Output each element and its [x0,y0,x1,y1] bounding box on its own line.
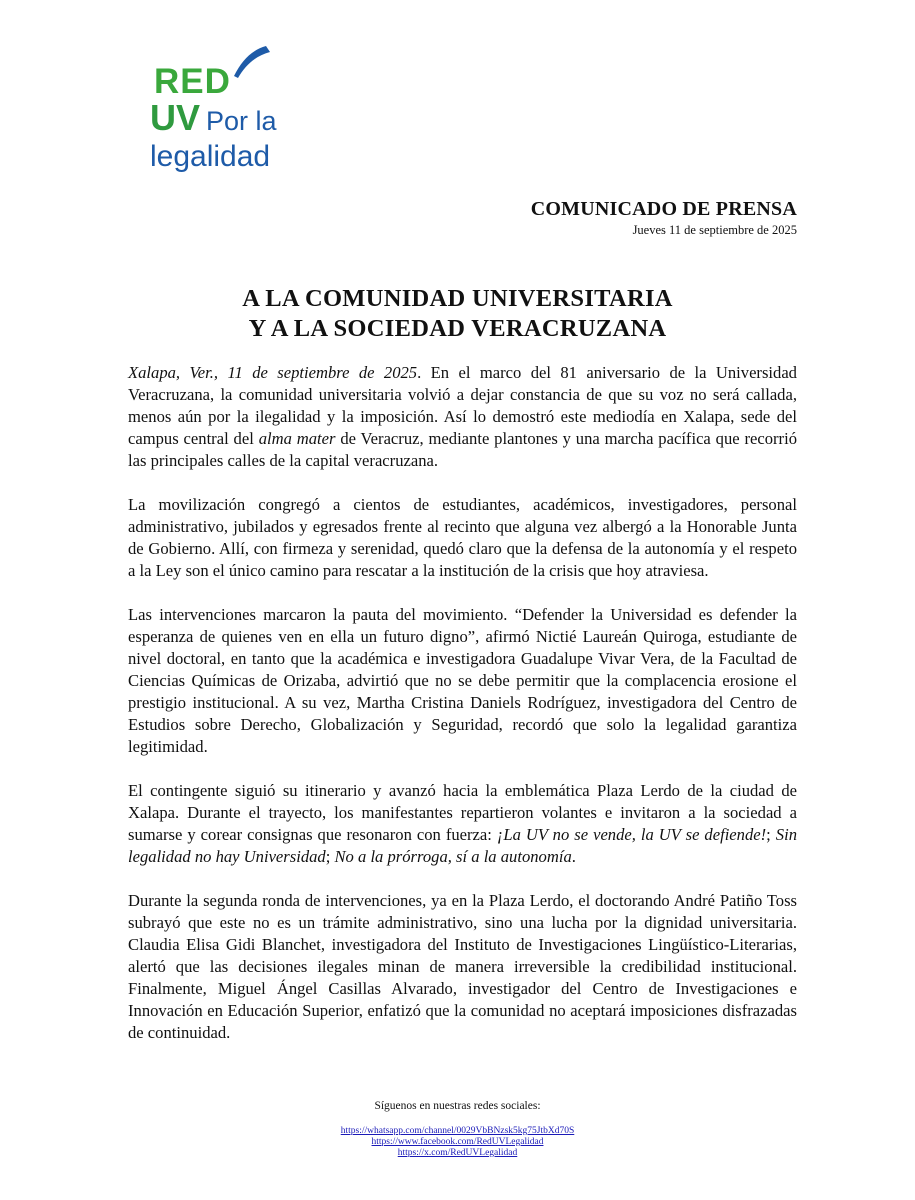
alma-mater: alma mater [258,429,336,448]
press-header [531,198,797,238]
document-body [128,362,797,1044]
paragraph-4-end: . [571,847,576,866]
paragraph-4 [128,780,797,868]
separator-2: ; [325,847,335,866]
x-link[interactable]: https://x.com/RedUVLegalidad [397,1148,518,1158]
slogan-3: No a la prórroga, sí a la autonomía [334,847,572,866]
press-label: COMUNICADO DE PRENSA [530,198,797,220]
logo [148,42,288,182]
dateline: Xalapa, Ver., 11 de septiembre de 2025 [128,363,418,382]
footer [0,1100,915,1159]
paragraph-1-text-b: de Veracruz, mediante plantones y una marcha pacífica que recorrió las principales calles de la capital veracruzana. [128,429,797,470]
slogan-1: ¡La UV no se vende, la UV se defiende! [496,825,767,844]
slogan-2: Sin legalidad no hay Universidad [128,825,797,866]
logo-red-text: RED [154,62,231,101]
facebook-link[interactable]: https://www.facebook.com/RedUVLegalidad [371,1137,544,1147]
logo-uv-text: UV [150,97,201,138]
headline-line-2: Y A LA SOCIEDAD VERACRUZANA [248,315,667,342]
headline-line-1: A LA COMUNIDAD UNIVERSITARIA [242,285,673,312]
paragraph-1 [128,362,797,472]
headline [0,284,915,344]
logo-legalidad-text: legalidad [150,140,271,173]
social-title: Síguenos en nuestras redes sociales: [374,1100,541,1112]
paragraph-5: Durante la segunda ronda de intervenciones, ya en la Plaza Lerdo, el doctorando André Patiño Toss subrayó que este no es un trámite administrativo, sino una lucha por la dignidad universitaria. Claudia Elisa Gidi Blanchet, investigadora del Instituto de Investigaciones Lingüístico-Literarias, alertó que las decisiones ilegales minan de manera irreversible la credibilidad institucional. Finalmente, Miguel Ángel Casillas Alvarado, investigador del Centro de Investigaciones e Innovación en Educación Superior, enfatizó que la comunidad no aceptará imposiciones disfrazadas de continuidad. [128,891,797,1042]
paragraph-4-text: El contingente siguió su itinerario y avanzó hacia la emblemática Plaza Lerdo de la ciudad de Xalapa. Durante el trayecto, los manifestantes repartieron volantes e invitaron a la sociedad a sumarse y corear consignas que resonaron con fuerza: [128,781,797,844]
whatsapp-link[interactable]: https://whatsapp.com/channel/0029VbBNzsk5kg75JtbXd70S [340,1126,575,1136]
paragraph-1-text-a: . En el marco del 81 aniversario de la Universidad Veracruzana, la comunidad universitaria volvió a dejar constancia de que su voz no será callada, menos aún por la ilegalidad y la imposición. Así lo demostró este mediodía en Xalapa, sede del campus central del [128,363,797,448]
separator-1: ; [766,825,776,844]
swoosh-icon [232,42,272,82]
paragraph-2: La movilización congregó a cientos de estudiantes, académicos, investigadores, personal administrativo, jubilados y egresados frente al recinto que alguna vez albergó a la Honorable Junta de Gobierno. Allí, con firmeza y serenidad, quedó claro que la defensa de la autonomía y el respeto a la Ley son el único camino para rescatar a la institución de la crisis que hoy atraviesa. [128,495,797,580]
paragraph-3: Las intervenciones marcaron la pauta del movimiento. “Defender la Universidad es defender la esperanza de quienes ven en ella un futuro digno”, afirmó Nictié Laureán Quiroga, estudiante de nivel doctoral, en tanto que la académica e investigadora Guadalupe Vivar Vera, de la Facultad de Ciencias Químicas de Orizaba, advirtió que no se debe permitir que la complacencia erosione el prestigio institucional. A su vez, Martha Cristina Daniels Rodríguez, investigadora del Centro de Estudios sobre Derecho, Globalización y Seguridad, recordó que solo la legalidad garantiza legitimidad. [128,605,797,756]
logo-porla-text: Por la [206,106,277,136]
press-date: Jueves 11 de septiembre de 2025 [632,223,797,237]
